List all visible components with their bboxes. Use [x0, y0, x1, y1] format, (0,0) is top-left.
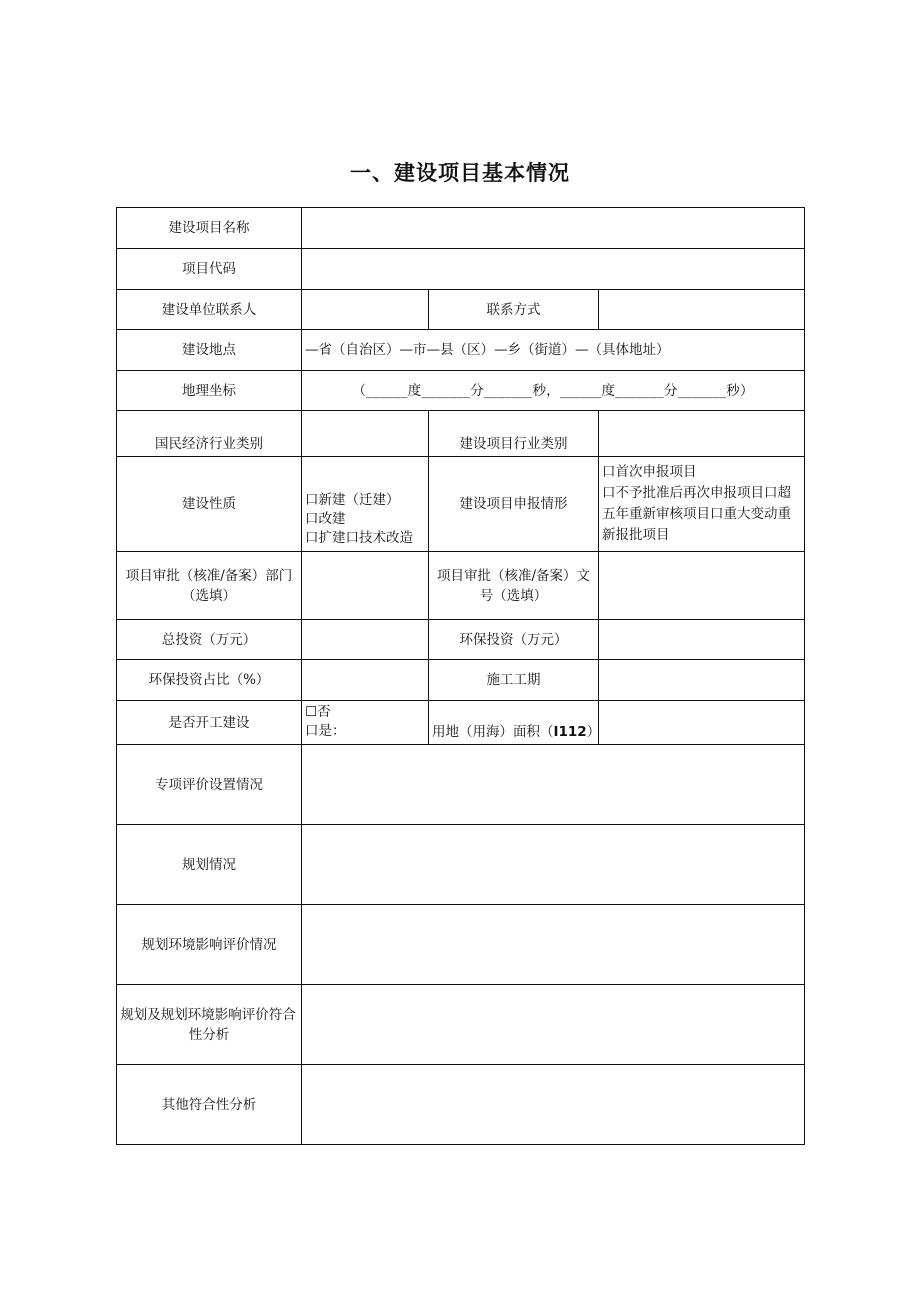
label-approval-no-line2: 号（选填） [479, 587, 548, 604]
project-info-table [116, 207, 805, 1145]
label-conformity-line1: 规划及规划环境影响评价符合 [120, 1006, 296, 1023]
row-planning-eia [117, 905, 805, 985]
nature-option-rebuild[interactable]: 口改建 [305, 510, 346, 527]
row-started [117, 701, 805, 745]
value-conformity[interactable] [302, 985, 805, 1065]
value-project-code[interactable] [302, 249, 805, 290]
situation-line[interactable]: 口不予批准后再次申报项目口超 [602, 485, 791, 501]
value-special-eval[interactable] [302, 745, 805, 825]
row-approval [117, 552, 805, 620]
page-title: 一、建设项目基本情况 [350, 161, 570, 185]
label-location: 建设地点 [117, 330, 302, 371]
label-planning: 规划情况 [117, 825, 302, 905]
value-geo-coords[interactable]: （______度_______分_______秒，______度_______分_______秒） [302, 371, 805, 411]
row-industry [117, 411, 805, 457]
label-special-eval: 专项评价设置情况 [117, 745, 302, 825]
value-total-investment[interactable] [302, 620, 429, 660]
label-planning-eia: 规划环境影响评价情况 [117, 905, 302, 985]
label-env-ratio: 环保投资占比（%） [117, 660, 302, 701]
label-nature: 建设性质 [117, 457, 302, 552]
label-land-area-text: 用地（用海）面积（ [432, 724, 554, 740]
value-other-conformity[interactable] [302, 1065, 805, 1145]
label-project-code: 项目代码 [117, 249, 302, 290]
value-contact-person[interactable] [302, 290, 429, 330]
value-land-area[interactable] [599, 701, 805, 745]
label-contact-person: 建设单位联系人 [117, 290, 302, 330]
row-project-name [117, 208, 805, 249]
value-project-name[interactable] [302, 208, 805, 249]
row-ratio [117, 660, 805, 701]
value-construction-period[interactable] [599, 660, 805, 701]
label-approval-dept [117, 552, 302, 620]
row-project-code [117, 249, 805, 290]
row-geo [117, 371, 805, 411]
label-geo-coords: 地理坐标 [117, 371, 302, 411]
label-started: 是否开工建设 [117, 701, 302, 745]
nature-options [302, 457, 429, 552]
value-approval-dept[interactable] [302, 552, 429, 620]
row-other-conformity [117, 1065, 805, 1145]
row-investment [117, 620, 805, 660]
value-location[interactable]: —省（自治区）—市—县（区）—乡（街道）—（具体地址） [302, 330, 805, 371]
label-project-name: 建设项目名称 [117, 208, 302, 249]
row-contact [117, 290, 805, 330]
started-option-no[interactable]: ☐否 [305, 704, 331, 720]
label-conformity [117, 985, 302, 1065]
label-contact-method: 联系方式 [429, 290, 599, 330]
label-land-area-unit: I112 [553, 724, 587, 740]
value-planning-eia[interactable] [302, 905, 805, 985]
label-env-investment: 环保投资（万元） [429, 620, 599, 660]
value-contact-method[interactable] [599, 290, 805, 330]
row-location [117, 330, 805, 371]
label-land-area [429, 701, 599, 745]
value-national-industry[interactable] [302, 411, 429, 457]
row-special-eval [117, 745, 805, 825]
label-project-industry: 建设项目行业类别 [429, 411, 599, 457]
situation-options [599, 457, 805, 552]
started-option-yes[interactable]: 口是： [305, 723, 346, 739]
label-approval-no-line1: 项目审批（核准/备案）文 [436, 567, 591, 584]
label-approval-dept-line2: （选填） [182, 587, 236, 604]
label-approval-dept-line1: 项目审批（核准/备案）部门 [125, 567, 293, 584]
label-approval-no [429, 552, 599, 620]
label-conformity-line2: 性分析 [188, 1026, 230, 1043]
row-conformity [117, 985, 805, 1065]
value-planning[interactable] [302, 825, 805, 905]
label-national-industry: 国民经济行业类别 [117, 411, 302, 457]
row-planning [117, 825, 805, 905]
value-env-investment[interactable] [599, 620, 805, 660]
row-nature [117, 457, 805, 552]
value-approval-no[interactable] [599, 552, 805, 620]
label-application-situation: 建设项目申报情形 [429, 457, 599, 552]
nature-option-expand[interactable]: 口扩建口技术改造 [305, 529, 413, 546]
nature-option-new[interactable]: 口新建（迁建） [305, 491, 400, 508]
label-construction-period: 施工工期 [429, 660, 599, 701]
value-project-industry[interactable] [599, 411, 805, 457]
label-land-area-close: ） [586, 724, 601, 740]
situation-line[interactable]: 五年重新审核项目口重大变动重 [602, 506, 791, 522]
situation-line[interactable]: 新报批项目 [602, 527, 670, 543]
label-total-investment: 总投资（万元） [117, 620, 302, 660]
situation-line[interactable]: 口首次申报项目 [602, 464, 697, 480]
started-options [302, 701, 429, 745]
value-env-ratio[interactable] [302, 660, 429, 701]
label-other-conformity: 其他符合性分析 [117, 1065, 302, 1145]
